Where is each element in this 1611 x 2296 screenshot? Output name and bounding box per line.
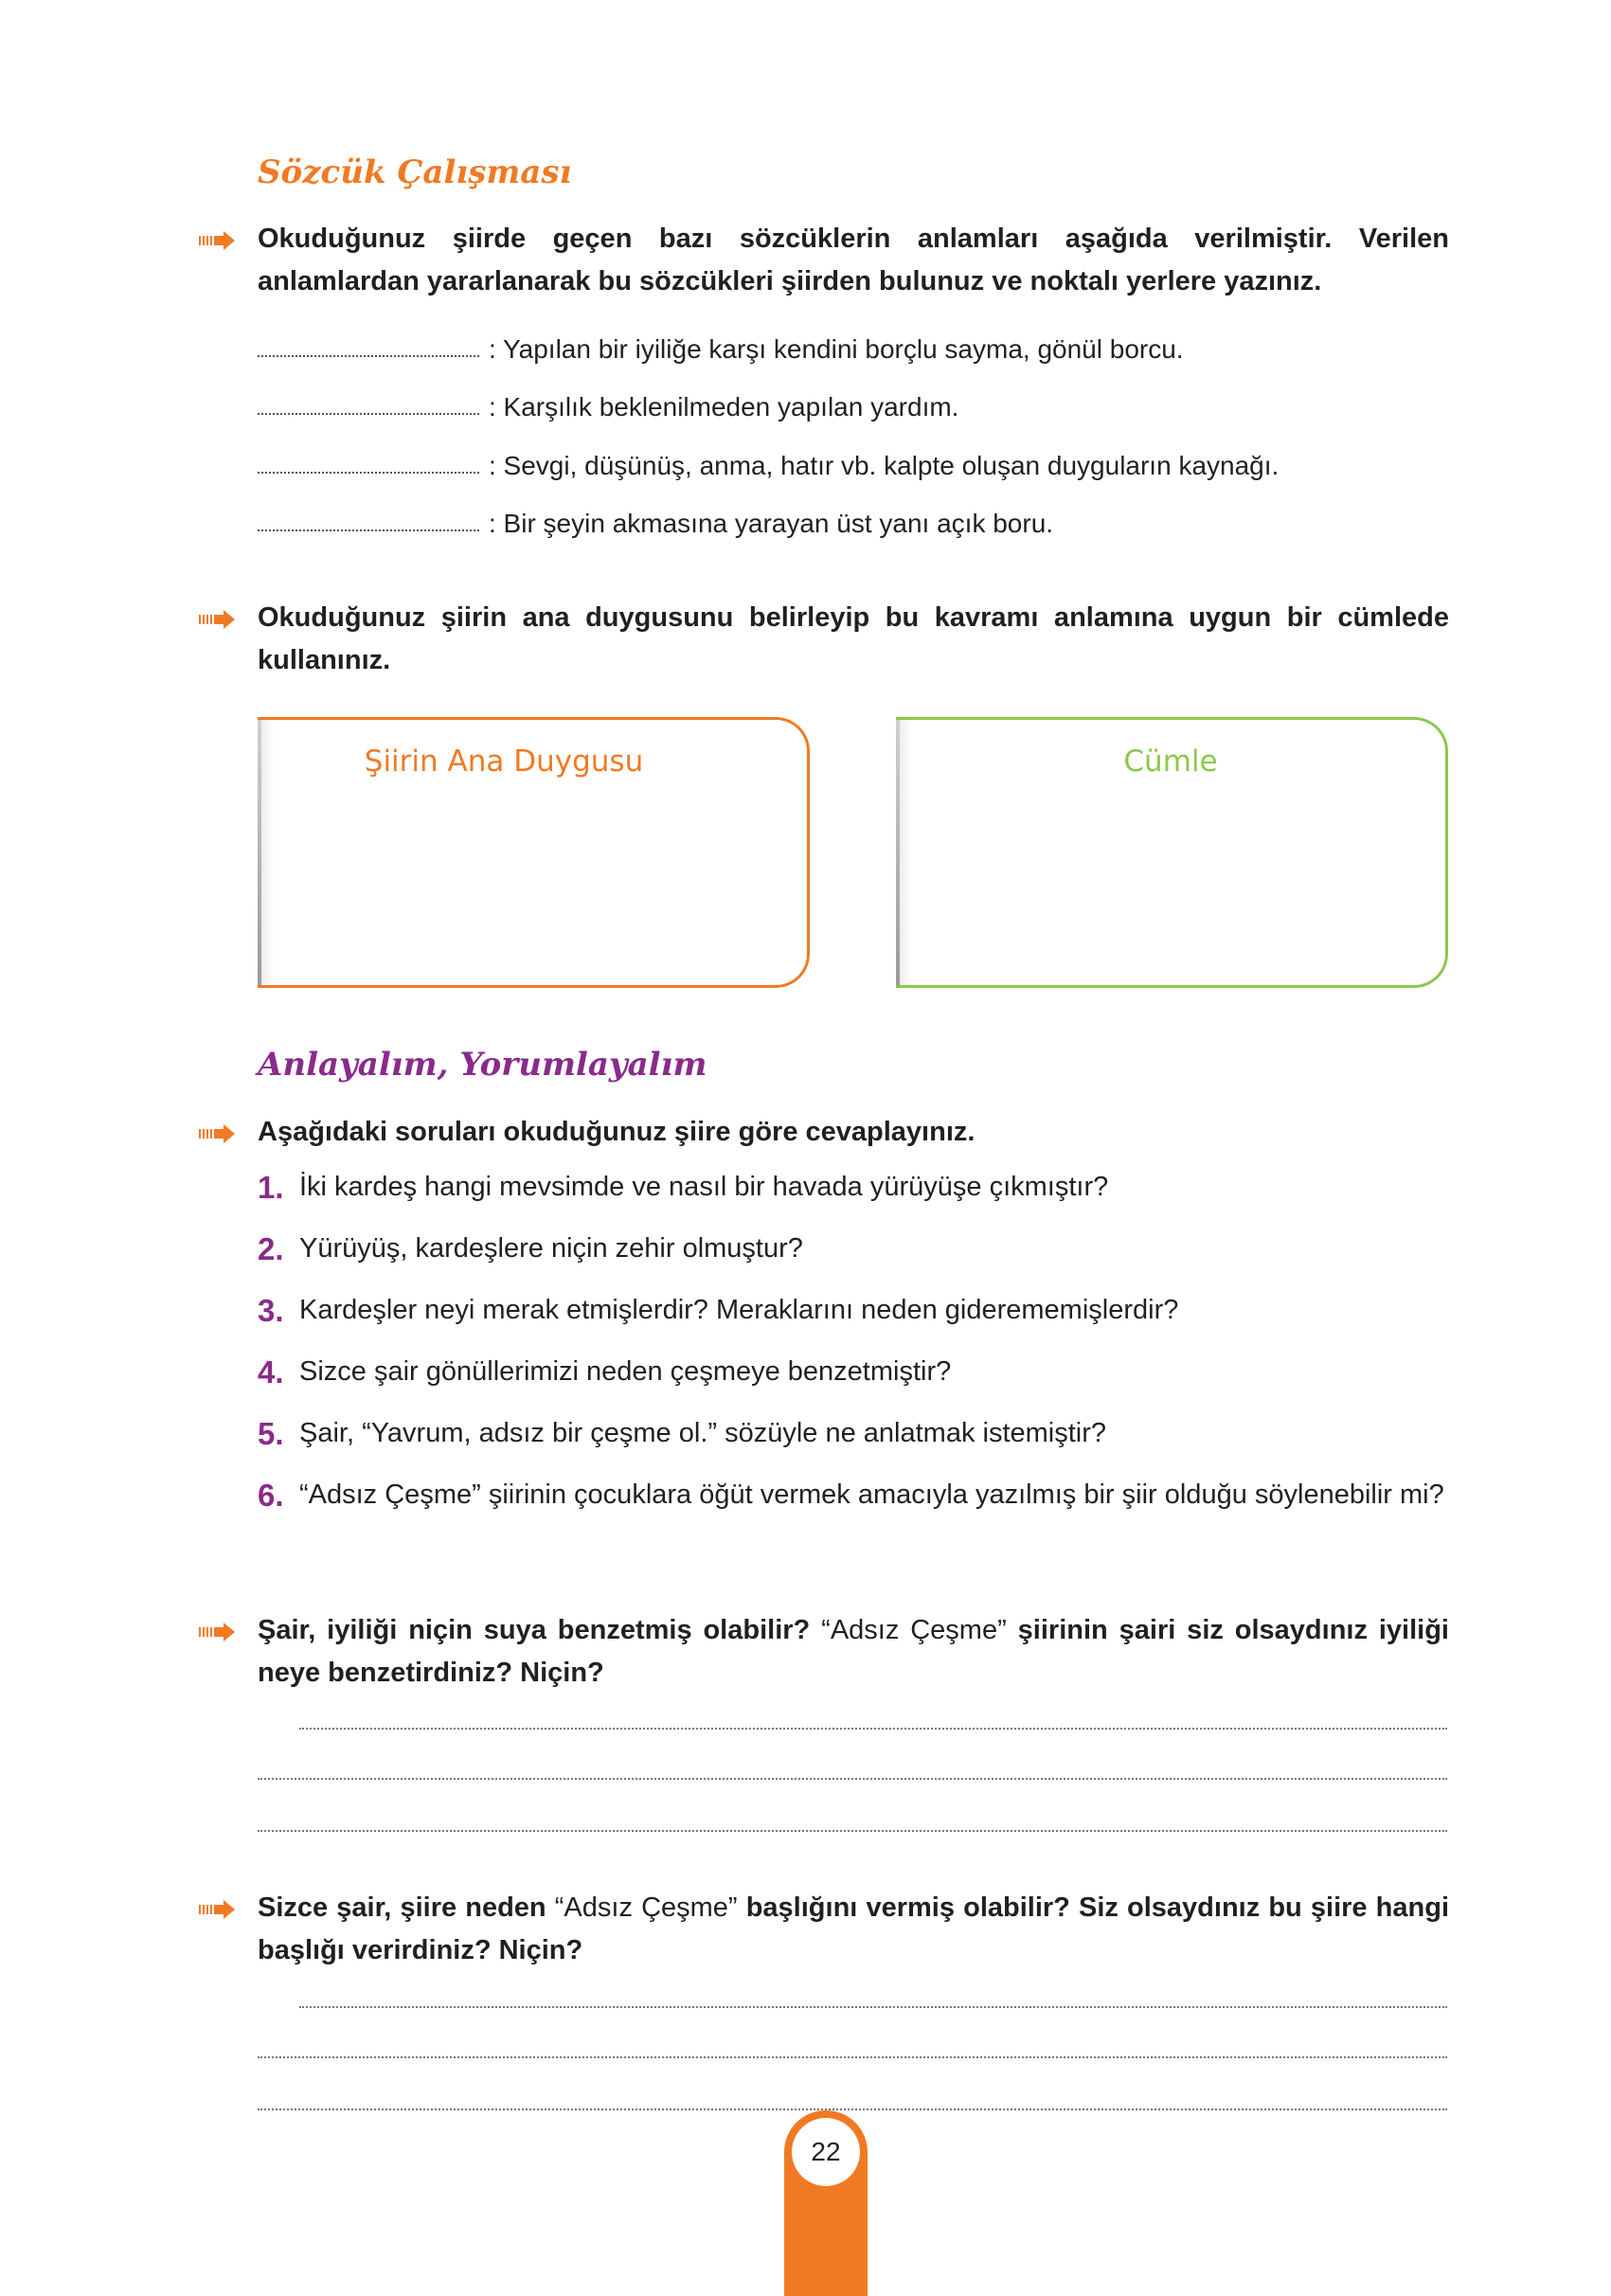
question-item	[258, 1411, 1449, 1456]
answer-line[interactable]	[258, 1830, 1447, 1832]
definition-text: : Bir şeyin akmasına yarayan üst yanı açık boru.	[489, 509, 1054, 538]
title-question-part1: Sizce şair, şiire neden	[258, 1892, 555, 1923]
title-question-part2: başlığını vermiş olabilir? Siz olsaydınız bu şiire hangi başlığı verirdiniz? Niçin?	[258, 1892, 1450, 1965]
definition-row	[258, 385, 958, 422]
definition-text: : Karşılık beklenilmeden yapılan yardım.	[489, 392, 959, 422]
answer-line[interactable]	[299, 1728, 1447, 1730]
definition-text: : Yapılan bir iyiliğe karşı kendini borçlu sayma, gönül borcu.	[489, 334, 1184, 364]
answer-blank[interactable]	[258, 453, 479, 474]
section-title-comprehension: Anlayalım, Yorumlayalım	[258, 1046, 707, 1084]
question-number: 2.	[258, 1231, 284, 1266]
answer-line[interactable]	[258, 1778, 1447, 1780]
question-text: “Adsız Çeşme” şiirinin çocuklara öğüt vermek amacıyla yazılmış bir şiir olduğu söylenebilir mi?	[299, 1480, 1444, 1510]
sentence-box[interactable]	[896, 717, 1448, 988]
question-number: 4.	[258, 1354, 284, 1390]
definition-row	[258, 443, 1279, 481]
word-study-instruction: Okuduğunuz şiirde geçen bazı sözcüklerin anlamları aşağıda verilmiştir. Verilen anlamlardan yararlanarak bu sözcükleri şiirden bulunuz ve noktalı yerlere yazınız.	[258, 224, 1449, 296]
definition-text: : Sevgi, düşünüş, anma, hatır vb. kalpte oluşan duyguların kaynağı.	[489, 451, 1280, 480]
question-item	[258, 1473, 1449, 1517]
question-number: 5.	[258, 1416, 284, 1451]
answer-line[interactable]	[299, 2006, 1447, 2008]
emotion-instruction: Okuduğunuz şiirin ana duygusunu belirleyip bu kavramı anlamına uygun bir cümlede kullanınız.	[258, 602, 1449, 675]
arrow-icon	[199, 610, 235, 629]
answer-blank[interactable]	[258, 511, 479, 531]
definition-row	[258, 327, 1184, 365]
question-item	[258, 1350, 1449, 1394]
question-text: Sizce şair gönüllerimizi neden çeşmeye benzetmiştir?	[299, 1356, 952, 1387]
question-number: 6.	[258, 1478, 284, 1513]
arrow-icon	[199, 1124, 235, 1143]
page-number: 22	[792, 2118, 860, 2186]
answer-blank[interactable]	[258, 394, 479, 415]
answer-line[interactable]	[258, 2056, 1447, 2058]
main-emotion-box-title: Şiirin Ana Duygusu	[364, 744, 644, 779]
question-number: 3.	[258, 1293, 284, 1328]
question-text: Kardeşler neyi merak etmişlerdir? Meraklarını neden giderememişlerdir?	[299, 1295, 1179, 1325]
question-number: 1.	[258, 1170, 284, 1205]
answer-blank[interactable]	[258, 336, 479, 357]
question-item	[258, 1165, 1449, 1210]
comprehension-instruction: Aşağıdaki soruları okuduğunuz şiire göre cevaplayınız.	[258, 1117, 976, 1147]
question-item	[258, 1227, 1449, 1271]
section-title-word-study: Sözcük Çalışması	[258, 153, 572, 191]
arrow-icon	[199, 1900, 235, 1919]
arrow-icon	[199, 1623, 235, 1641]
goodness-question-part1: Şair, iyiliği niçin suya benzetmiş olabilir?	[258, 1615, 822, 1645]
question-item	[258, 1288, 1449, 1333]
question-text: Yürüyüş, kardeşlere niçin zehir olmuştur?	[299, 1233, 803, 1264]
arrow-icon	[199, 231, 235, 250]
sentence-box-title: Cümle	[1123, 744, 1218, 779]
poem-title-quote: “Adsız Çeşme”	[821, 1615, 1007, 1645]
definition-row	[258, 501, 1053, 539]
goodness-question	[258, 1609, 1449, 1695]
title-question	[258, 1887, 1449, 1972]
main-emotion-box[interactable]	[258, 717, 810, 988]
answer-line[interactable]	[258, 2108, 1447, 2110]
goodness-question-part2: şiirinin şairi siz olsaydınız iyiliği neye benzetirdiniz? Niçin?	[258, 1615, 1449, 1688]
poem-title-quote: “Adsız Çeşme”	[554, 1892, 738, 1923]
question-text: Şair, “Yavrum, adsız bir çeşme ol.” sözüyle ne anlatmak istemiştir?	[299, 1418, 1107, 1448]
question-text: İki kardeş hangi mevsimde ve nasıl bir havada yürüyüşe çıkmıştır?	[299, 1172, 1109, 1202]
